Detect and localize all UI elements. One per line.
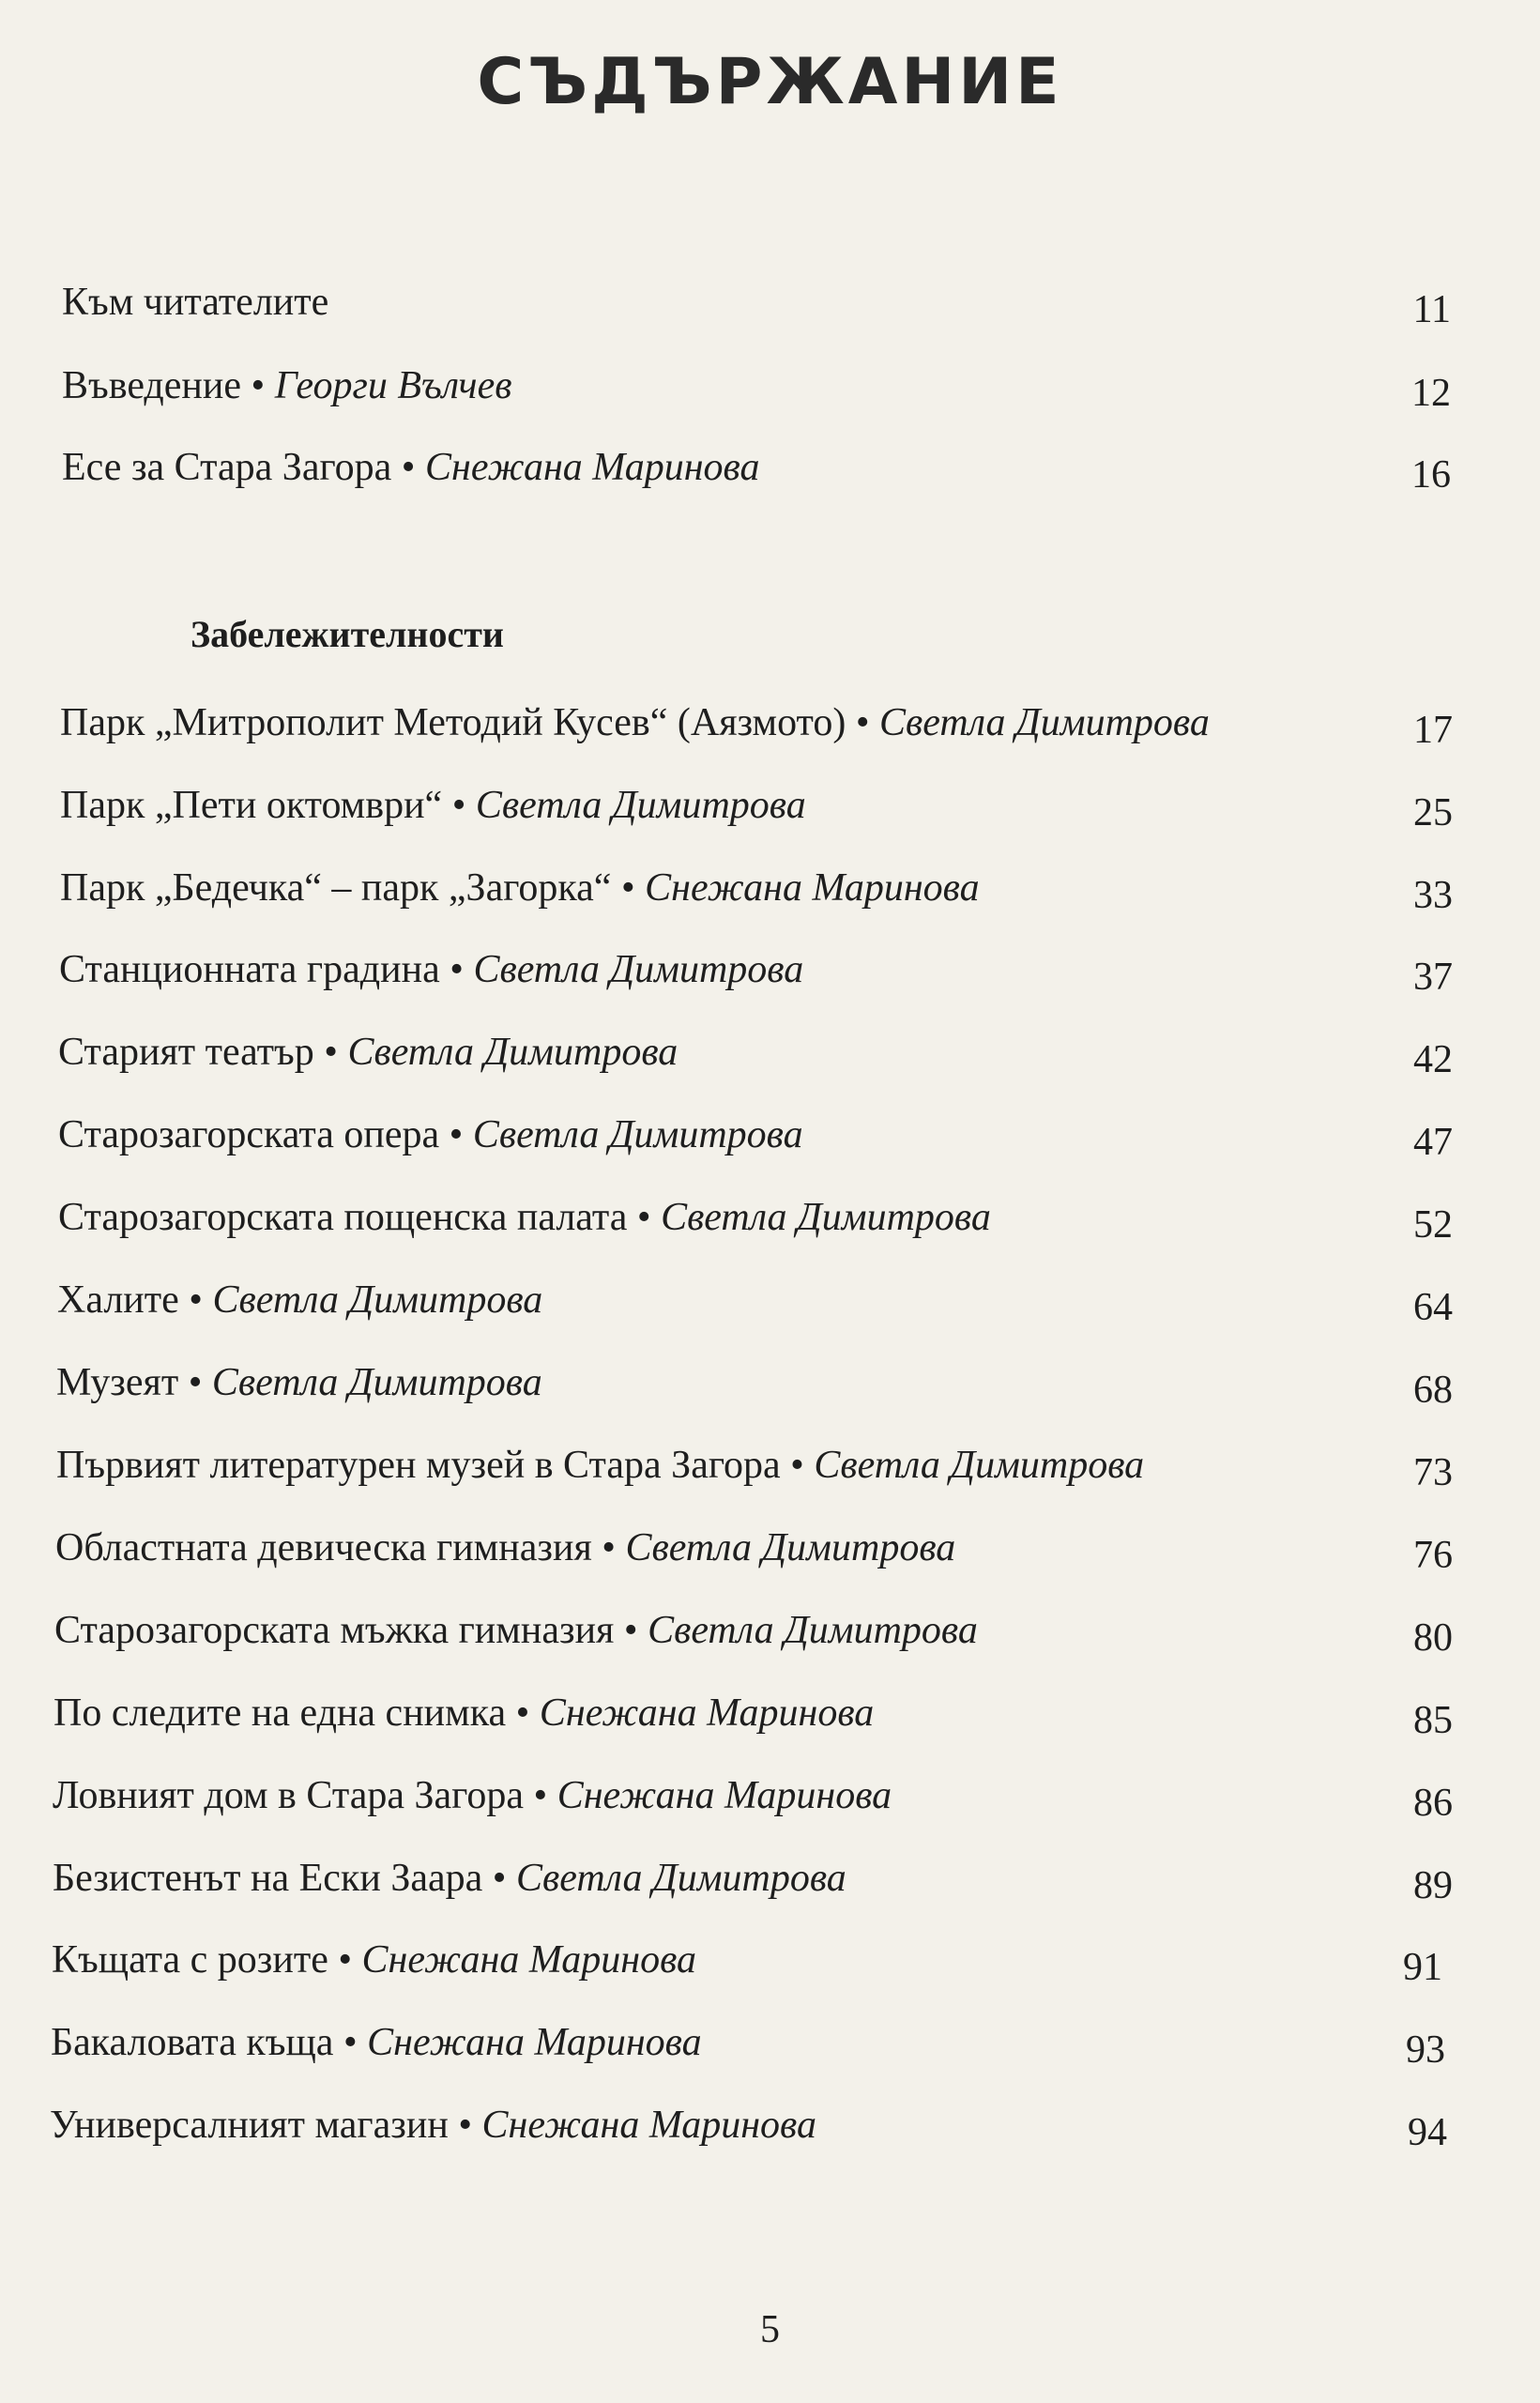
entry-title: Станционната градина • xyxy=(59,948,464,991)
toc-entry xyxy=(58,1189,1453,1246)
entry-title: По следите на една снимка • xyxy=(53,1691,530,1735)
toc-entry xyxy=(62,358,1451,414)
entry-author: Светла Димитрова xyxy=(211,1361,542,1404)
toc-entry xyxy=(50,2097,1447,2153)
entry-page-number: 86 xyxy=(1413,1782,1453,1825)
entry-page-number: 80 xyxy=(1413,1616,1453,1660)
entry-title: Старозагорската пощенска палата • xyxy=(58,1196,651,1239)
entry-title: Къщата с розите • xyxy=(52,1938,353,1982)
toc-entry xyxy=(58,1107,1453,1163)
entry-page-number: 47 xyxy=(1413,1121,1453,1164)
entry-page-number: 68 xyxy=(1413,1369,1453,1412)
entry-page-number: 85 xyxy=(1413,1699,1453,1742)
entry-page-number: 73 xyxy=(1413,1451,1453,1494)
entry-author: Светла Димитрова xyxy=(516,1857,846,1900)
entry-title: Старият театър • xyxy=(58,1031,338,1074)
toc-entry xyxy=(62,439,1451,496)
entry-title: Въведение • xyxy=(62,364,266,407)
entry-title: Областната девическа гимназия • xyxy=(55,1526,616,1569)
toc-entry xyxy=(56,1355,1453,1411)
entry-title: Парк „Митрополит Методий Кусев“ (Аязмото) • xyxy=(60,701,870,744)
entry-page-number: 12 xyxy=(1411,372,1451,415)
entry-author: Снежана Маринова xyxy=(481,2104,816,2147)
entry-page-number: 94 xyxy=(1408,2111,1447,2154)
toc-entry xyxy=(59,941,1453,998)
entry-title: Ловният дом в Стара Загора • xyxy=(53,1774,548,1817)
entry-author: Светла Димитрова xyxy=(347,1031,679,1074)
entry-author: Светла Димитрова xyxy=(648,1609,978,1652)
entry-page-number: 64 xyxy=(1413,1286,1453,1329)
toc-entry xyxy=(53,1850,1453,1906)
entry-author: Светла Димитрова xyxy=(472,1113,803,1156)
toc-entry xyxy=(57,1272,1453,1328)
entry-author: Снежана Маринова xyxy=(645,866,980,910)
page-folio-number: 5 xyxy=(760,2308,780,2351)
toc-entry xyxy=(58,1024,1453,1080)
toc-entry xyxy=(53,1768,1453,1824)
toc-entry xyxy=(56,1437,1453,1493)
entry-title: Безистенът на Ески Заара • xyxy=(53,1857,507,1900)
toc-entry xyxy=(60,777,1453,834)
entry-author: Снежана Маринова xyxy=(367,2021,702,2064)
entry-title: Старозагорската мъжка гимназия • xyxy=(54,1609,638,1652)
page-title: СЪДЪРЖАНИЕ xyxy=(477,45,1063,119)
entry-author: Светла Димитрова xyxy=(475,784,806,827)
toc-entry xyxy=(51,2014,1445,2071)
entry-title: Бакаловата къща • xyxy=(51,2021,358,2064)
entry-author: Светла Димитрова xyxy=(473,948,804,991)
entry-title: Парк „Бедечка“ – парк „Загорка“ • xyxy=(60,866,635,910)
toc-entry xyxy=(53,1685,1453,1741)
toc-entry xyxy=(60,860,1453,916)
entry-page-number: 16 xyxy=(1411,453,1451,497)
entry-author: Светла Димитрова xyxy=(661,1196,991,1239)
entry-title: Към читателите xyxy=(62,281,329,324)
toc-entry xyxy=(62,274,1451,330)
entry-author: Снежана Маринова xyxy=(539,1691,875,1735)
entry-page-number: 93 xyxy=(1406,2028,1445,2072)
entry-page-number: 33 xyxy=(1413,874,1453,917)
entry-page-number: 76 xyxy=(1413,1534,1453,1577)
entry-page-number: 11 xyxy=(1412,288,1451,331)
entry-author: Светла Димитрова xyxy=(212,1278,543,1322)
entry-title: Универсалният магазин • xyxy=(50,2104,473,2147)
toc-entry xyxy=(54,1602,1453,1659)
entry-title: Есе за Стара Загора • xyxy=(62,446,416,489)
toc-entry xyxy=(55,1520,1453,1576)
toc-entry xyxy=(60,695,1453,751)
entry-title: Старозагорската опера • xyxy=(58,1113,464,1156)
entry-page-number: 17 xyxy=(1413,709,1453,752)
entry-page-number: 91 xyxy=(1403,1946,1442,1989)
entry-author: Снежана Маринова xyxy=(557,1774,892,1817)
entry-title: Музеят • xyxy=(56,1361,203,1404)
entry-author: Снежана Маринова xyxy=(361,1938,697,1982)
entry-page-number: 89 xyxy=(1413,1864,1453,1907)
section-heading: Забележителности xyxy=(191,613,504,655)
entry-page-number: 42 xyxy=(1413,1038,1453,1081)
entry-page-number: 52 xyxy=(1413,1203,1453,1247)
entry-title: Халите • xyxy=(57,1278,203,1322)
entry-author: Снежана Маринова xyxy=(425,446,760,489)
entry-author: Георги Вълчев xyxy=(274,364,512,407)
entry-page-number: 25 xyxy=(1413,791,1453,834)
entry-author: Светла Димитрова xyxy=(814,1444,1145,1487)
entry-title: Парк „Пети октомври“ • xyxy=(60,784,466,827)
entry-page-number: 37 xyxy=(1413,956,1453,999)
toc-entry xyxy=(52,1932,1442,1988)
entry-title: Първият литературен музей в Стара Загора • xyxy=(56,1444,804,1487)
entry-author: Светла Димитрова xyxy=(879,701,1210,744)
entry-author: Светла Димитрова xyxy=(625,1526,956,1569)
